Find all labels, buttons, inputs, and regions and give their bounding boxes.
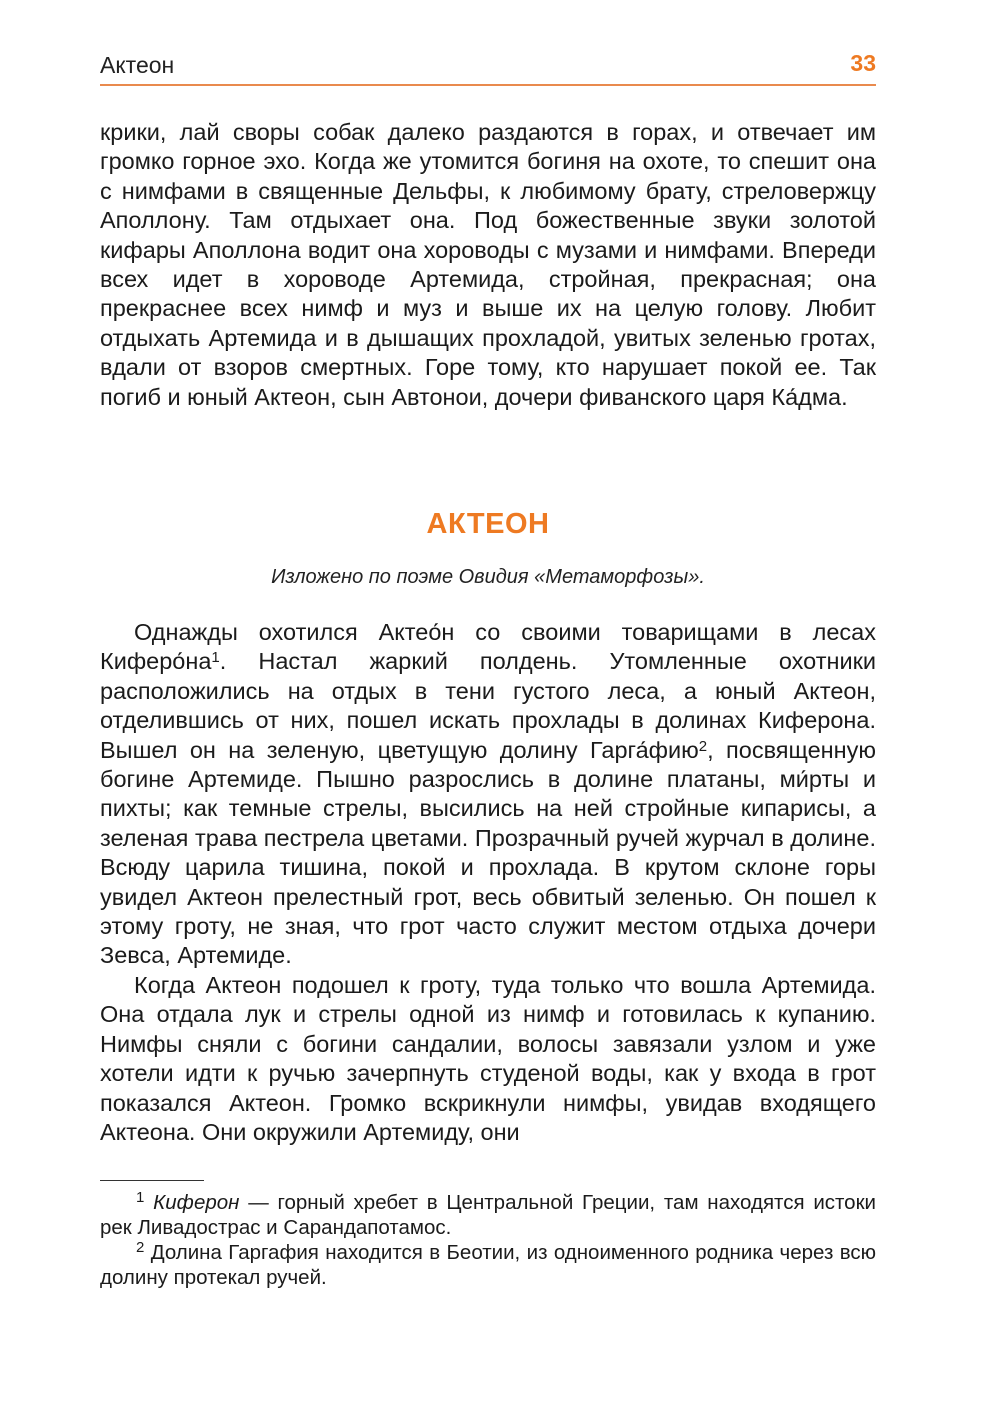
footnote-ref-1: 1 xyxy=(211,649,220,667)
running-header xyxy=(100,48,876,86)
footnote-divider xyxy=(100,1180,204,1181)
story-paragraph-2: Когда Актеон подошел к гроту, туда только что вошла Артемида. Она отдала лук и стрелы одной из нимф и готовилась к купанию. Нимфы сняли с богини сандалии, волосы завязали узлом и уже хотели идти к ручью зачерпнуть студеной воды, как у входа в грот показался Актеон. Громко вскрикнули нимфы, увидав входящего Актеона. Они окружили Артемиду, они xyxy=(100,971,876,1145)
story-title: АКТЕОН xyxy=(426,508,550,540)
footnote-term: Киферон xyxy=(153,1191,240,1214)
source-note: Изложено по поэме Овидия «Метаморфозы». xyxy=(271,566,705,588)
story-p1-part1: Однажды охотился Актео́н со своими товарищами в лесах Киферо́на xyxy=(100,619,876,675)
story-text xyxy=(100,618,876,1147)
footnotes xyxy=(100,1190,876,1290)
footnote-ref-2: 2 xyxy=(698,737,708,755)
story-paragraph-1 xyxy=(100,618,876,971)
intro-text xyxy=(100,118,876,412)
story-p1-part2: . Настал жаркий полдень. Утомленные охотники расположились на отдых в тени густого леса, а юный Актеон, отделившись от них, пошел искать прохлады в долинах Киферона. Вышел он на зеленую, цветущую долину Гарга́фию xyxy=(100,648,876,763)
intro-paragraph: крики, лай своры собак далеко раздаются в горах, и отвечает им громко горное эхо. Когда же утомится богиня на охоте, то спешит она с нимфами в священные Дельфы, к любимому брату, стреловержцу Аполлону. Там отдыхает она. Под божественные звуки золотой кифары Аполлона водит она хороводы с музами и нимфами. Впереди всех идет в хороводе Артемида, стройная, прекрасная; она прекраснее всех нимф и муз и выше их на целую голову. Любит отдыхать Артемида и в дышащих прохладой, увитых зеленью гротах, вдали от взоров смертных. Горе тому, кто нарушает покой ее. Так погиб и юный Актеон, сын Автонои, дочери фиванского царя Ка́дма. xyxy=(100,119,876,410)
footnote-text: — горный хребет в Центральной Греции, там находятся истоки рек Ливадострас и Сарандапотамос. xyxy=(100,1191,877,1239)
running-title: Актеон xyxy=(100,52,175,78)
footnote-text: Долина Гаргафия находится в Беотии, из одноименного родника через всю долину протекал ручей. xyxy=(100,1241,876,1289)
footnote-1 xyxy=(100,1190,876,1240)
footnote-mark: 2 xyxy=(136,1239,145,1256)
footnote-2 xyxy=(100,1240,876,1290)
page-number: 33 xyxy=(850,50,876,76)
footnote-mark: 1 xyxy=(136,1189,145,1206)
story-p1-part3: , посвященную богине Артемиде. Пышно разрослись в долине платаны, ми́рты и пихты; как темные стрелы, высились на ней стройные кипарисы, а зеленая трава пестрела цветами. Прозрачный ручей журчал в долине. Всюду царила тишина, покой и прохлада. В крутом склоне горы увидел Актеон прелестный грот, весь обвитый зеленью. Он пошел к этому гроту, не зная, что грот часто служит местом отдыха дочери Зевса, Артемиде. xyxy=(100,736,876,969)
